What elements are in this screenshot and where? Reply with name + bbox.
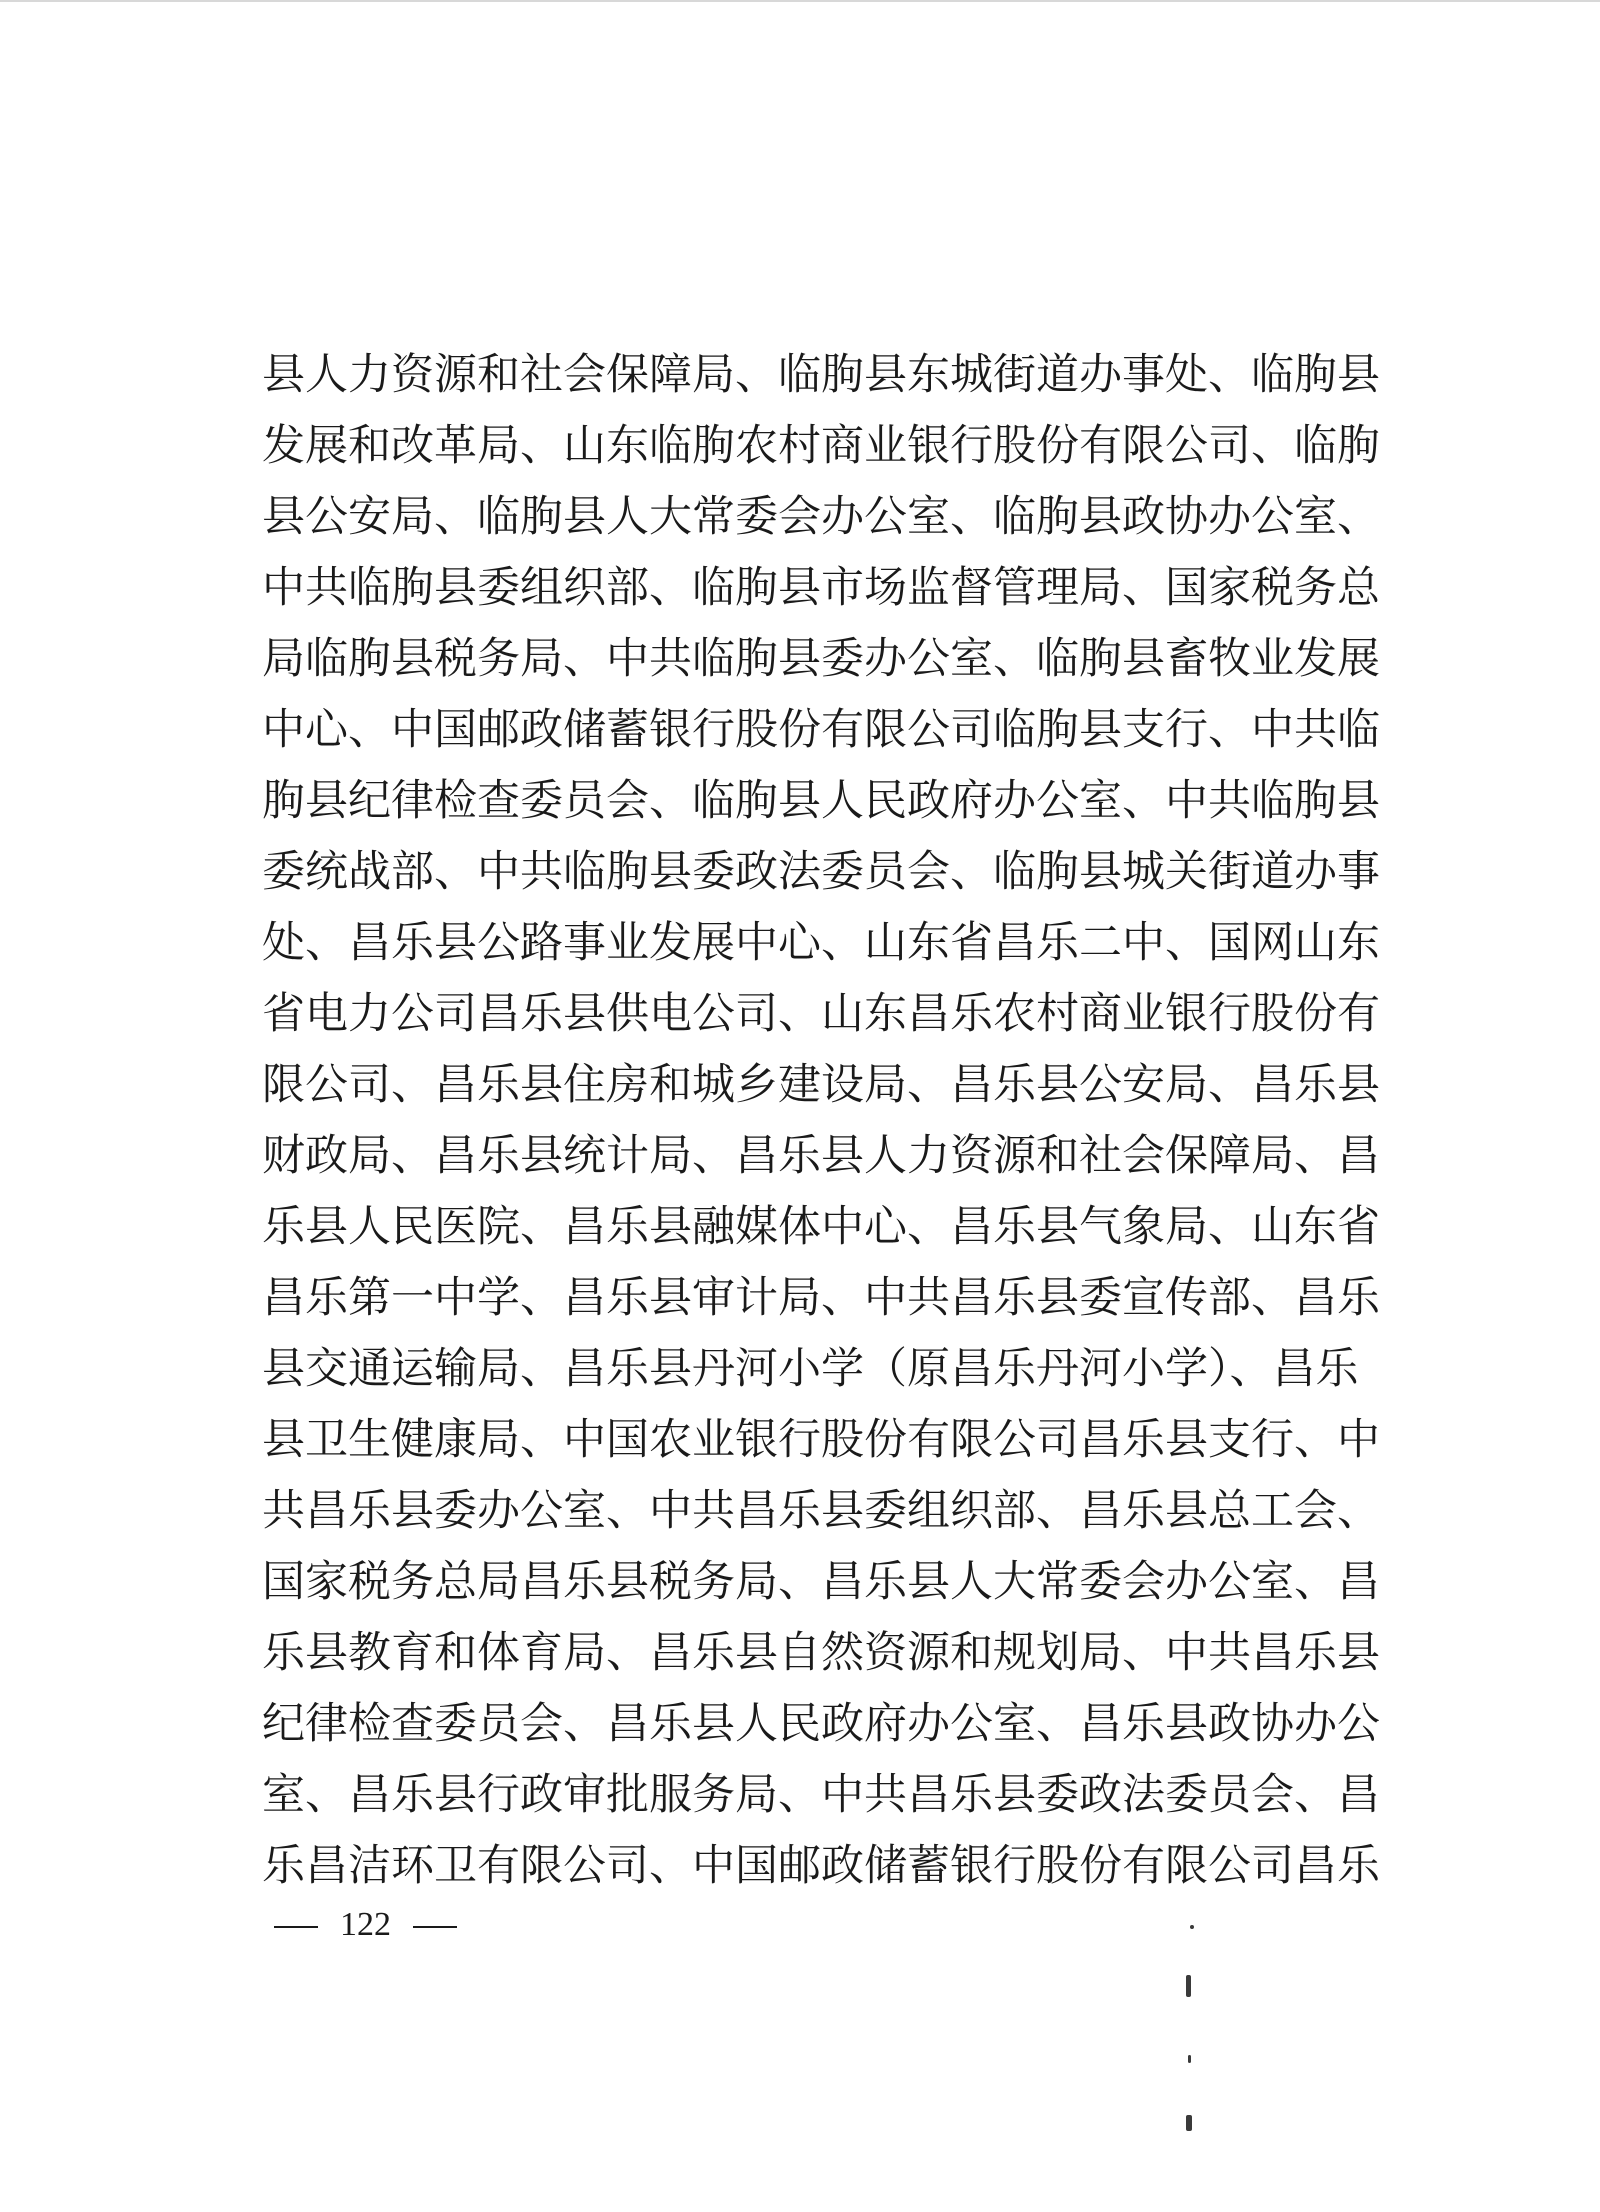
text-line: 纪律检查委员会、昌乐县人民政府办公室、昌乐县政协办公 bbox=[262, 1699, 1380, 1749]
text-line: 县卫生健康局、中国农业银行股份有限公司昌乐县支行、中 bbox=[262, 1415, 1380, 1465]
scan-speck bbox=[1186, 2115, 1192, 2131]
text-line: 室、昌乐县行政审批服务局、中共昌乐县委政法委员会、昌 bbox=[262, 1770, 1380, 1820]
text-line: 委统战部、中共临朐县委政法委员会、临朐县城关街道办事 bbox=[262, 847, 1380, 897]
text-line: 省电力公司昌乐县供电公司、山东昌乐农村商业银行股份有 bbox=[262, 989, 1380, 1039]
body-text bbox=[262, 340, 1380, 1902]
text-line: 县公安局、临朐县人大常委会办公室、临朐县政协办公室、 bbox=[262, 492, 1380, 542]
text-line: 乐昌洁环卫有限公司、中国邮政储蓄银行股份有限公司昌乐 bbox=[262, 1841, 1380, 1891]
text-line: 中心、中国邮政储蓄银行股份有限公司临朐县支行、中共临 bbox=[262, 705, 1380, 755]
text-line: 县人力资源和社会保障局、临朐县东城街道办事处、临朐县 bbox=[262, 350, 1380, 400]
scan-speck bbox=[1186, 1975, 1191, 1997]
scan-edge bbox=[0, 0, 1600, 2]
dash-left bbox=[274, 1926, 318, 1928]
text-line: 乐县教育和体育局、昌乐县自然资源和规划局、中共昌乐县 bbox=[262, 1628, 1380, 1678]
text-line: 共昌乐县委办公室、中共昌乐县委组织部、昌乐县总工会、 bbox=[262, 1486, 1380, 1536]
text-line: 局临朐县税务局、中共临朐县委办公室、临朐县畜牧业发展 bbox=[262, 634, 1380, 684]
text-line: 县交通运输局、昌乐县丹河小学（原昌乐丹河小学）、昌乐 bbox=[262, 1344, 1359, 1394]
scan-speck bbox=[1190, 1925, 1194, 1929]
page-number-value: 122 bbox=[340, 1906, 391, 1943]
text-line: 国家税务总局昌乐县税务局、昌乐县人大常委会办公室、昌 bbox=[262, 1557, 1380, 1607]
page-number bbox=[274, 1900, 457, 1950]
text-line: 乐县人民医院、昌乐县融媒体中心、昌乐县气象局、山东省 bbox=[262, 1202, 1380, 1252]
text-line: 昌乐第一中学、昌乐县审计局、中共昌乐县委宣传部、昌乐 bbox=[262, 1273, 1380, 1323]
text-line: 处、昌乐县公路事业发展中心、山东省昌乐二中、国网山东 bbox=[262, 918, 1380, 968]
text-line: 财政局、昌乐县统计局、昌乐县人力资源和社会保障局、昌 bbox=[262, 1131, 1380, 1181]
text-line: 朐县纪律检查委员会、临朐县人民政府办公室、中共临朐县 bbox=[262, 776, 1380, 826]
text-line: 发展和改革局、山东临朐农村商业银行股份有限公司、临朐 bbox=[262, 421, 1380, 471]
scan-speck bbox=[1188, 2055, 1191, 2063]
text-line: 限公司、昌乐县住房和城乡建设局、昌乐县公安局、昌乐县 bbox=[262, 1060, 1380, 1110]
text-line: 中共临朐县委组织部、临朐县市场监督管理局、国家税务总 bbox=[262, 563, 1380, 613]
dash-right bbox=[413, 1926, 457, 1928]
